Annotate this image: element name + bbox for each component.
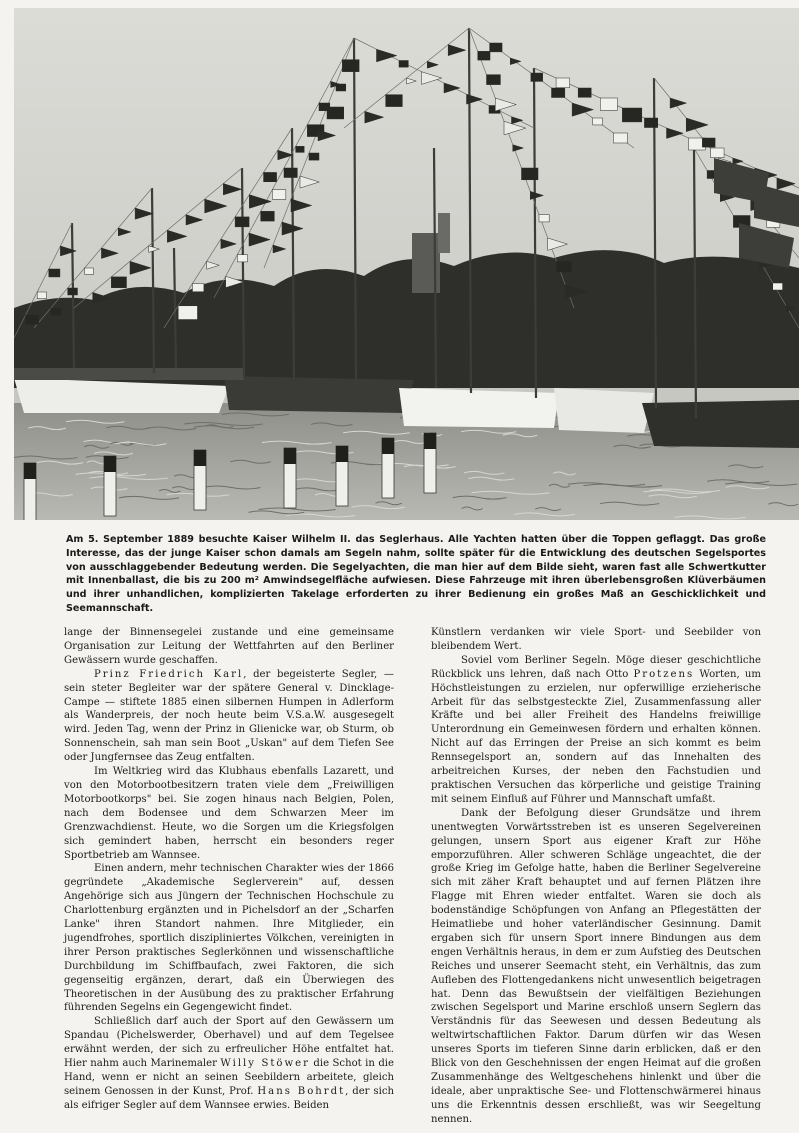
text-column-right [431,626,761,1127]
paragraph: Künstlern verdanken wir viele Sport- und Seebilder von bleibendem Wert. [431,627,761,652]
text-column-left [64,626,394,1113]
paragraph: Im Weltkrieg wird das Klubhaus ebenfalls Lazarett, und von den Motorbootbesitzern traten viele dem „Freiwilligen Motorbootkorps" bei. Sie zogen hinaus nach Belgien, Polen, nach dem Bodensee und dem Schwarzen Meer im Grenzwachdienst. Heute, wo die Sorgen um die Kriegsfolgen sich gemindert haben, herrscht ein besonders reger Sportbetrieb am Wannsee. [64,766,394,861]
paragraph-text: Soviel vom Berliner Segeln. Möge dieser geschichtliche Rückblick uns lehren, daß nach Otto [431,654,761,680]
paragraph-text: die Schot in die Hand, wenn er nicht an seinen Seebildern arbeitete, gleich seinem Genossen in der Kunst, Prof. [64,1058,395,1097]
paragraph [64,668,394,765]
photo-caption: Am 5. September 1889 besuchte Kaiser Wilhelm II. das Seglerhaus. Alle Yachten hatten über die Toppen geflaggt. Das große Interesse, das der junge Kaiser schon damals am Segeln nahm, sollte später für die Entwicklung des deutschen Segelsportes von ausschlaggebender Bedeutung werden. Die Segelyachten, die man hier auf dem Bilde sieht, waren fast alle Schwertkutter mit Innenballast, die bis zu 200 m² Amwindsegelfläche aufwiesen. Diese Fahrzeuge mit ihren überlebensgroßen Klüverbäumen und ihrer unhandlichen, komplizierten Takelage erforderten zu ihrer Bedienung ein großes Maß an Geschicklichkeit und Seemannschaft. [66,534,766,614]
paragraph-text: Schließlich darf auch der Sport auf den Gewässern um Spandau (Pichelswerder, Oberhavel) und auf dem Tegelsee erwähnt werden, der sich zu erfreulicher Höhe entfaltet hat. Hier nahm auch Marinemaler [64,1016,394,1070]
person-name: Prinz Friedrich Karl [94,668,244,680]
paragraph-text: , der sich als eifriger Segler auf dem Wannsee erwies. Beiden [64,1085,394,1111]
castle-turret [438,213,450,253]
paragraph-text: Worten, um Höchstleistungen zu erzielen, nur opferwillige erzieherische Arbeit für das selbstgesteckte Ziel, Zusammenfassung aller Kräfte und bei aller Freiheit des Handelns freiwillige Unterordnung ein Gemeinwesen fördern und erhalten können. Nicht auf das Erringen der Preise an sich kommt es beim Rennsegelsport an, sondern auf das Innehalten des arbeitreichen Kurses, der neben den Fachstudien und praktischen Versuchen das körperliche und geistige Training mit seinem Einfluß auf Führer und Mannschaft umfaßt. [431,668,761,805]
person-name: Hans Bohrdt [257,1085,346,1097]
paragraph: Dank der Befolgung dieser Grundsätze und ihrem unentwegten Vorwärtsstreben ist es unseren Segelvereinen gelungen, unsern Sport aus eigener Kraft zur Höhe emporzuführen. Aller schweren Schläge ungeachtet, die der große Krieg im Gefolge hatte, haben die Berliner Segelvereine sich mit zäher Kraft behauptet und auf fernen Plätzen ihre Flagge mit Ehren wieder entfaltet. Waren sie doch als bodenständige Schöpfungen von Anfang an Pflegestätten der Heimatliebe und hoher vaterländischer Gesinnung. Damit ergaben sich für unsern Sport innere Bindungen aus dem engen Verhältnis heraus, in dem er zum Aufstieg des Deutschen Reiches und unserer Seemacht steht, ein Verhältnis, das zum Aufleben des Flottengedankens nicht unwesentlich beigetragen hat. Denn das Bewußtsein der vielfältigen Beziehungen zwischen Segelsport und Marine erschloß unsern Seglern das Verständnis für das Seewesen und dessen Bedeutung als weltwirtschaftlichen Faktor. Darum dürfen wir das Wesen unseres Sports im tieferen Sinne darin erblicken, daß er den Blick von den Geschehnissen der engen Heimat auf die großen Zusammenhänge des Weltgeschehens hinlenkt und über die ideale, aber unpraktische See- und Flottenschwärmerei hinaus uns die Erkenntnis dessen erschließt, was wir Seegeltung nennen. [431,807,761,1125]
paragraph [431,654,761,807]
person-name: Protzens [633,668,695,680]
paragraph-text: , der begeisterte Segler, — sein steter Begleiter war der spätere General v. Dincklage-Campe — stiftete 1885 einen silbernen Humpen in Adlerform als Wanderpreis, der noch heute beim V.S.a.W. ausgesegelt wird. Jeden Tag, wenn der Prinz in Glienicke war, ob Sturm, ob Sonnenschein, sah man sein Boot „Uskan" auf dem Tiefen See oder Jungfernsee das Zeug entfalten. [64,668,394,764]
paragraph [64,1015,394,1112]
person-name: Willy Stöwer [220,1058,310,1070]
photo-illustration [14,8,799,520]
paragraph: Einen andern, mehr technischen Charakter wies der 1866 gegründete „Akademische Seglerverein" auf, dessen Angehörige sich aus Jüngern der Technischen Hochschule zu Charlottenburg ergänzten und in Pichelsdorf an der „Scharfen Lanke" ihren Standort nahmen. Ihre Mitglieder, ein jugendfrohes, sportlich diszipliniertes Völkchen, vereinigten in ihrer Person praktisches Seglerkönnen und wissenschaftliche Durchbildung im Schiffbaufach, zwei Faktoren, die sich gegenseitig ergänzen, derart, daß ein Überwiegen des Theoretischen in der Ausübung des zu praktischer Erfahrung führenden Segelns ein Gegengewicht findet. [64,863,394,1014]
photo-yacht-harbor [14,8,799,520]
paragraph: lange der Binnensegelei zustande und eine gemeinsame Organisation zur Leitung der Wettfahrten auf den Berliner Gewässern wurde geschaffen. [64,627,394,666]
